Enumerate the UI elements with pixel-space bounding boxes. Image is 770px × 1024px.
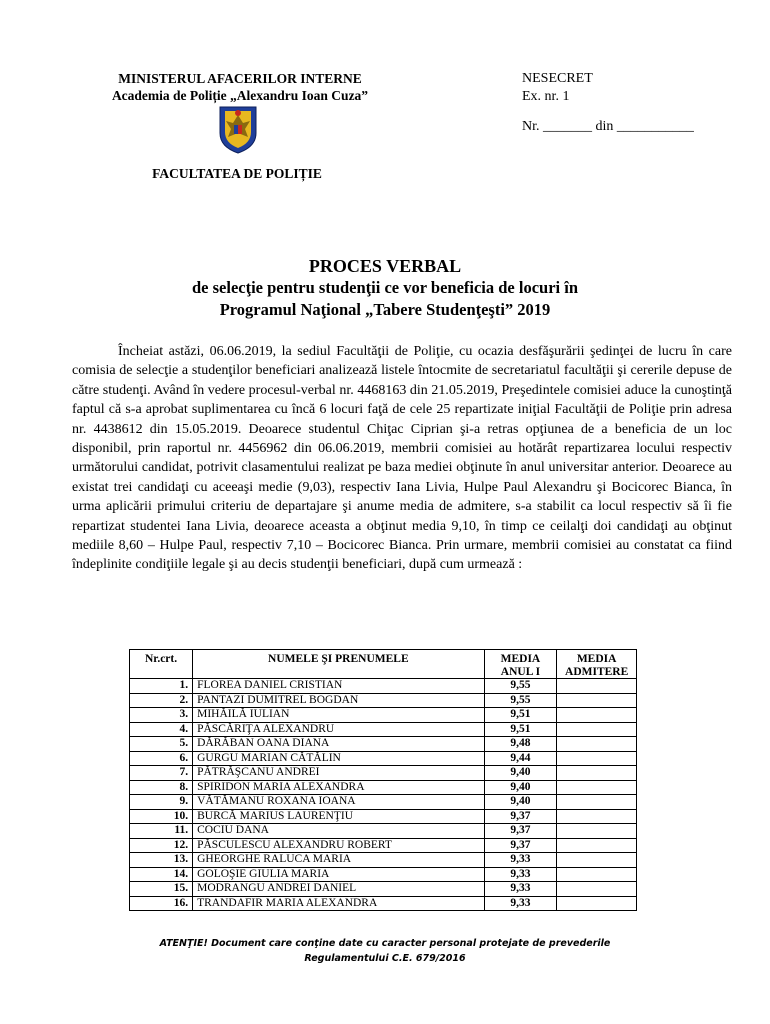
- row-media-admitere: [557, 824, 637, 839]
- row-media-anul-i: 9,40: [484, 795, 557, 810]
- row-number: 1.: [130, 679, 193, 694]
- table-row: [130, 708, 637, 723]
- row-number: 12.: [130, 838, 193, 853]
- row-number: 15.: [130, 882, 193, 897]
- row-name: PĂSCULESCU ALEXANDRU ROBERT: [193, 838, 484, 853]
- police-academy-emblem-icon: [216, 103, 260, 155]
- table-row: [130, 853, 637, 868]
- row-media-anul-i: 9,33: [484, 853, 557, 868]
- row-name: GURGU MARIAN CĂTĂLIN: [193, 751, 484, 766]
- row-media-admitere: [557, 867, 637, 882]
- row-media-admitere: [557, 780, 637, 795]
- header-name: NUMELE ŞI PRENUMELE: [193, 650, 484, 679]
- row-number: 13.: [130, 853, 193, 868]
- faculty-name: FACULTATEA DE POLIȚIE: [152, 166, 322, 181]
- table-row: [130, 751, 637, 766]
- ministry-name: MINISTERUL AFACERILOR INTERNE: [118, 71, 362, 86]
- row-media-anul-i: 9,55: [484, 679, 557, 694]
- table-row: [130, 780, 637, 795]
- row-media-admitere: [557, 896, 637, 911]
- row-name: PĂTRĂŞCANU ANDREI: [193, 766, 484, 781]
- row-media-admitere: [557, 693, 637, 708]
- row-number: 7.: [130, 766, 193, 781]
- table-row: [130, 838, 637, 853]
- row-media-anul-i: 9,37: [484, 809, 557, 824]
- table-row: [130, 882, 637, 897]
- row-media-anul-i: 9,37: [484, 838, 557, 853]
- registration-line: Nr. _______ din ___________: [522, 119, 694, 134]
- row-media-admitere: [557, 795, 637, 810]
- table-header-row: [130, 650, 637, 679]
- row-media-admitere: [557, 766, 637, 781]
- row-name: FLOREA DANIEL CRISTIAN: [193, 679, 484, 694]
- row-media-admitere: [557, 679, 637, 694]
- row-media-anul-i: 9,51: [484, 708, 557, 723]
- row-media-admitere: [557, 838, 637, 853]
- row-number: 16.: [130, 896, 193, 911]
- footer-notice: [0, 936, 770, 966]
- row-number: 11.: [130, 824, 193, 839]
- row-name: PANTAZI DUMITREL BOGDAN: [193, 693, 484, 708]
- row-media-anul-i: 9,33: [484, 882, 557, 897]
- table-row: [130, 795, 637, 810]
- row-name: BURCĂ MARIUS LAURENŢIU: [193, 809, 484, 824]
- row-name: DĂRĂBAN OANA DIANA: [193, 737, 484, 752]
- row-number: 9.: [130, 795, 193, 810]
- table-row: [130, 809, 637, 824]
- row-number: 5.: [130, 737, 193, 752]
- row-media-anul-i: 9,33: [484, 867, 557, 882]
- row-name: GOLOŞIE GIULIA MARIA: [193, 867, 484, 882]
- row-number: 14.: [130, 867, 193, 882]
- row-number: 3.: [130, 708, 193, 723]
- header-media-anul-i: MEDIA ANUL I: [484, 650, 557, 679]
- document-subtitle-2: Programul Naţional „Tabere Studenţeşti” 2019: [219, 300, 551, 319]
- table-row: [130, 722, 637, 737]
- row-media-anul-i: 9,51: [484, 722, 557, 737]
- row-media-anul-i: 9,48: [484, 737, 557, 752]
- row-name: GHEORGHE RALUCA MARIA: [193, 853, 484, 868]
- header-left: [86, 70, 394, 104]
- row-media-anul-i: 9,37: [484, 824, 557, 839]
- row-number: 6.: [130, 751, 193, 766]
- document-title: PROCES VERBAL: [308, 256, 462, 276]
- table-row: [130, 693, 637, 708]
- row-media-anul-i: 9,40: [484, 780, 557, 795]
- header-media-admitere: MEDIA ADMITERE: [557, 650, 637, 679]
- row-media-admitere: [557, 737, 637, 752]
- row-media-admitere: [557, 882, 637, 897]
- row-name: TRANDAFIR MARIA ALEXANDRA: [193, 896, 484, 911]
- row-media-admitere: [557, 751, 637, 766]
- row-number: 2.: [130, 693, 193, 708]
- row-media-anul-i: 9,33: [484, 896, 557, 911]
- table-row: [130, 679, 637, 694]
- row-number: 8.: [130, 780, 193, 795]
- footer-line-1: ATENŢIE! Document care conţine date cu caracter personal protejate de prevederile: [159, 938, 611, 949]
- footer-line-2: Regulamentului C.E. 679/2016: [304, 953, 466, 964]
- table-row: [130, 737, 637, 752]
- row-media-anul-i: 9,44: [484, 751, 557, 766]
- row-number: 10.: [130, 809, 193, 824]
- row-media-admitere: [557, 708, 637, 723]
- table-row: [130, 867, 637, 882]
- row-name: MIHĂILĂ IULIAN: [193, 708, 484, 723]
- header-right: [522, 70, 593, 106]
- body-paragraph: Încheiat astăzi, 06.06.2019, la sediul Facultăţii de Poliţie, cu ocazia desfăşurării şedinţei de lucru în care comisia de selecţie a studenţilor beneficiari analizează listele întocmite de secretariatul facultăţii şi cererile depuse de către studenţi. Având în vedere procesul-verbal nr. 4468163 din 21.05.2019, Preşedintele comisiei aduce la cunoştinţă faptul că s-a aprobat suplimentarea cu încă 6 locuri faţă de cele 25 repartizate iniţial Facultăţii de Poliţie prin adresa nr. 4438612 din 15.05.2019. Deoarece studentul Chiţac Ciprian şi-a retras opţiunea de a beneficia de un loc disponibil, prin raportul nr. 4456962 din 06.06.2019, membrii comisiei au hotărât repartizarea locului respectiv următorului candidat, potrivit clasamentului realizat pe baza mediei obţinute în anul universitar anterior. Deoarece au existat trei candidaţi cu aceeaşi medie (9,03), respectiv Iana Livia, Hulpe Paul Alexandru şi Bocicorec Bianca, în urma aplicării primului criteriu de departajare şi anume media de admitere, s-a stabilit ca locul respectiv să îi fie repartizat studentei Iana Livia, deoarece aceasta a obţinut media 9,10, în timp ce ceilalţi doi candidaţi au obţinut mediile 8,60 – Hulpe Paul, respectiv 7,10 – Bocicorec Bianca. Prin urmare, membrii comisiei au constatat ca fiind îndeplinite condiţiile legale şi au decis studenţii beneficiari, după cum urmează :: [72, 344, 732, 573]
- row-media-admitere: [557, 809, 637, 824]
- row-name: SPIRIDON MARIA ALEXANDRA: [193, 780, 484, 795]
- document-subtitle-1: de selecţie pentru studenţii ce vor beneficia de locuri în: [191, 278, 579, 297]
- row-name: MODRANGU ANDREI DANIEL: [193, 882, 484, 897]
- copy-number: Ex. nr. 1: [522, 89, 570, 104]
- table-row: [130, 824, 637, 839]
- row-name: PĂSCĂRIŢA ALEXANDRU: [193, 722, 484, 737]
- table-row: [130, 766, 637, 781]
- header-nr: Nr.crt.: [130, 650, 193, 679]
- table-row: [130, 896, 637, 911]
- row-media-anul-i: 9,40: [484, 766, 557, 781]
- classification: NESECRET: [522, 71, 593, 86]
- row-media-admitere: [557, 722, 637, 737]
- beneficiaries-table: [129, 649, 637, 911]
- row-media-anul-i: 9,55: [484, 693, 557, 708]
- row-name: COCIU DANA: [193, 824, 484, 839]
- row-name: VĂTĂMANU ROXANA IOANA: [193, 795, 484, 810]
- academy-name: Academia de Poliție „Alexandru Ioan Cuza”: [111, 88, 369, 103]
- row-number: 4.: [130, 722, 193, 737]
- row-media-admitere: [557, 853, 637, 868]
